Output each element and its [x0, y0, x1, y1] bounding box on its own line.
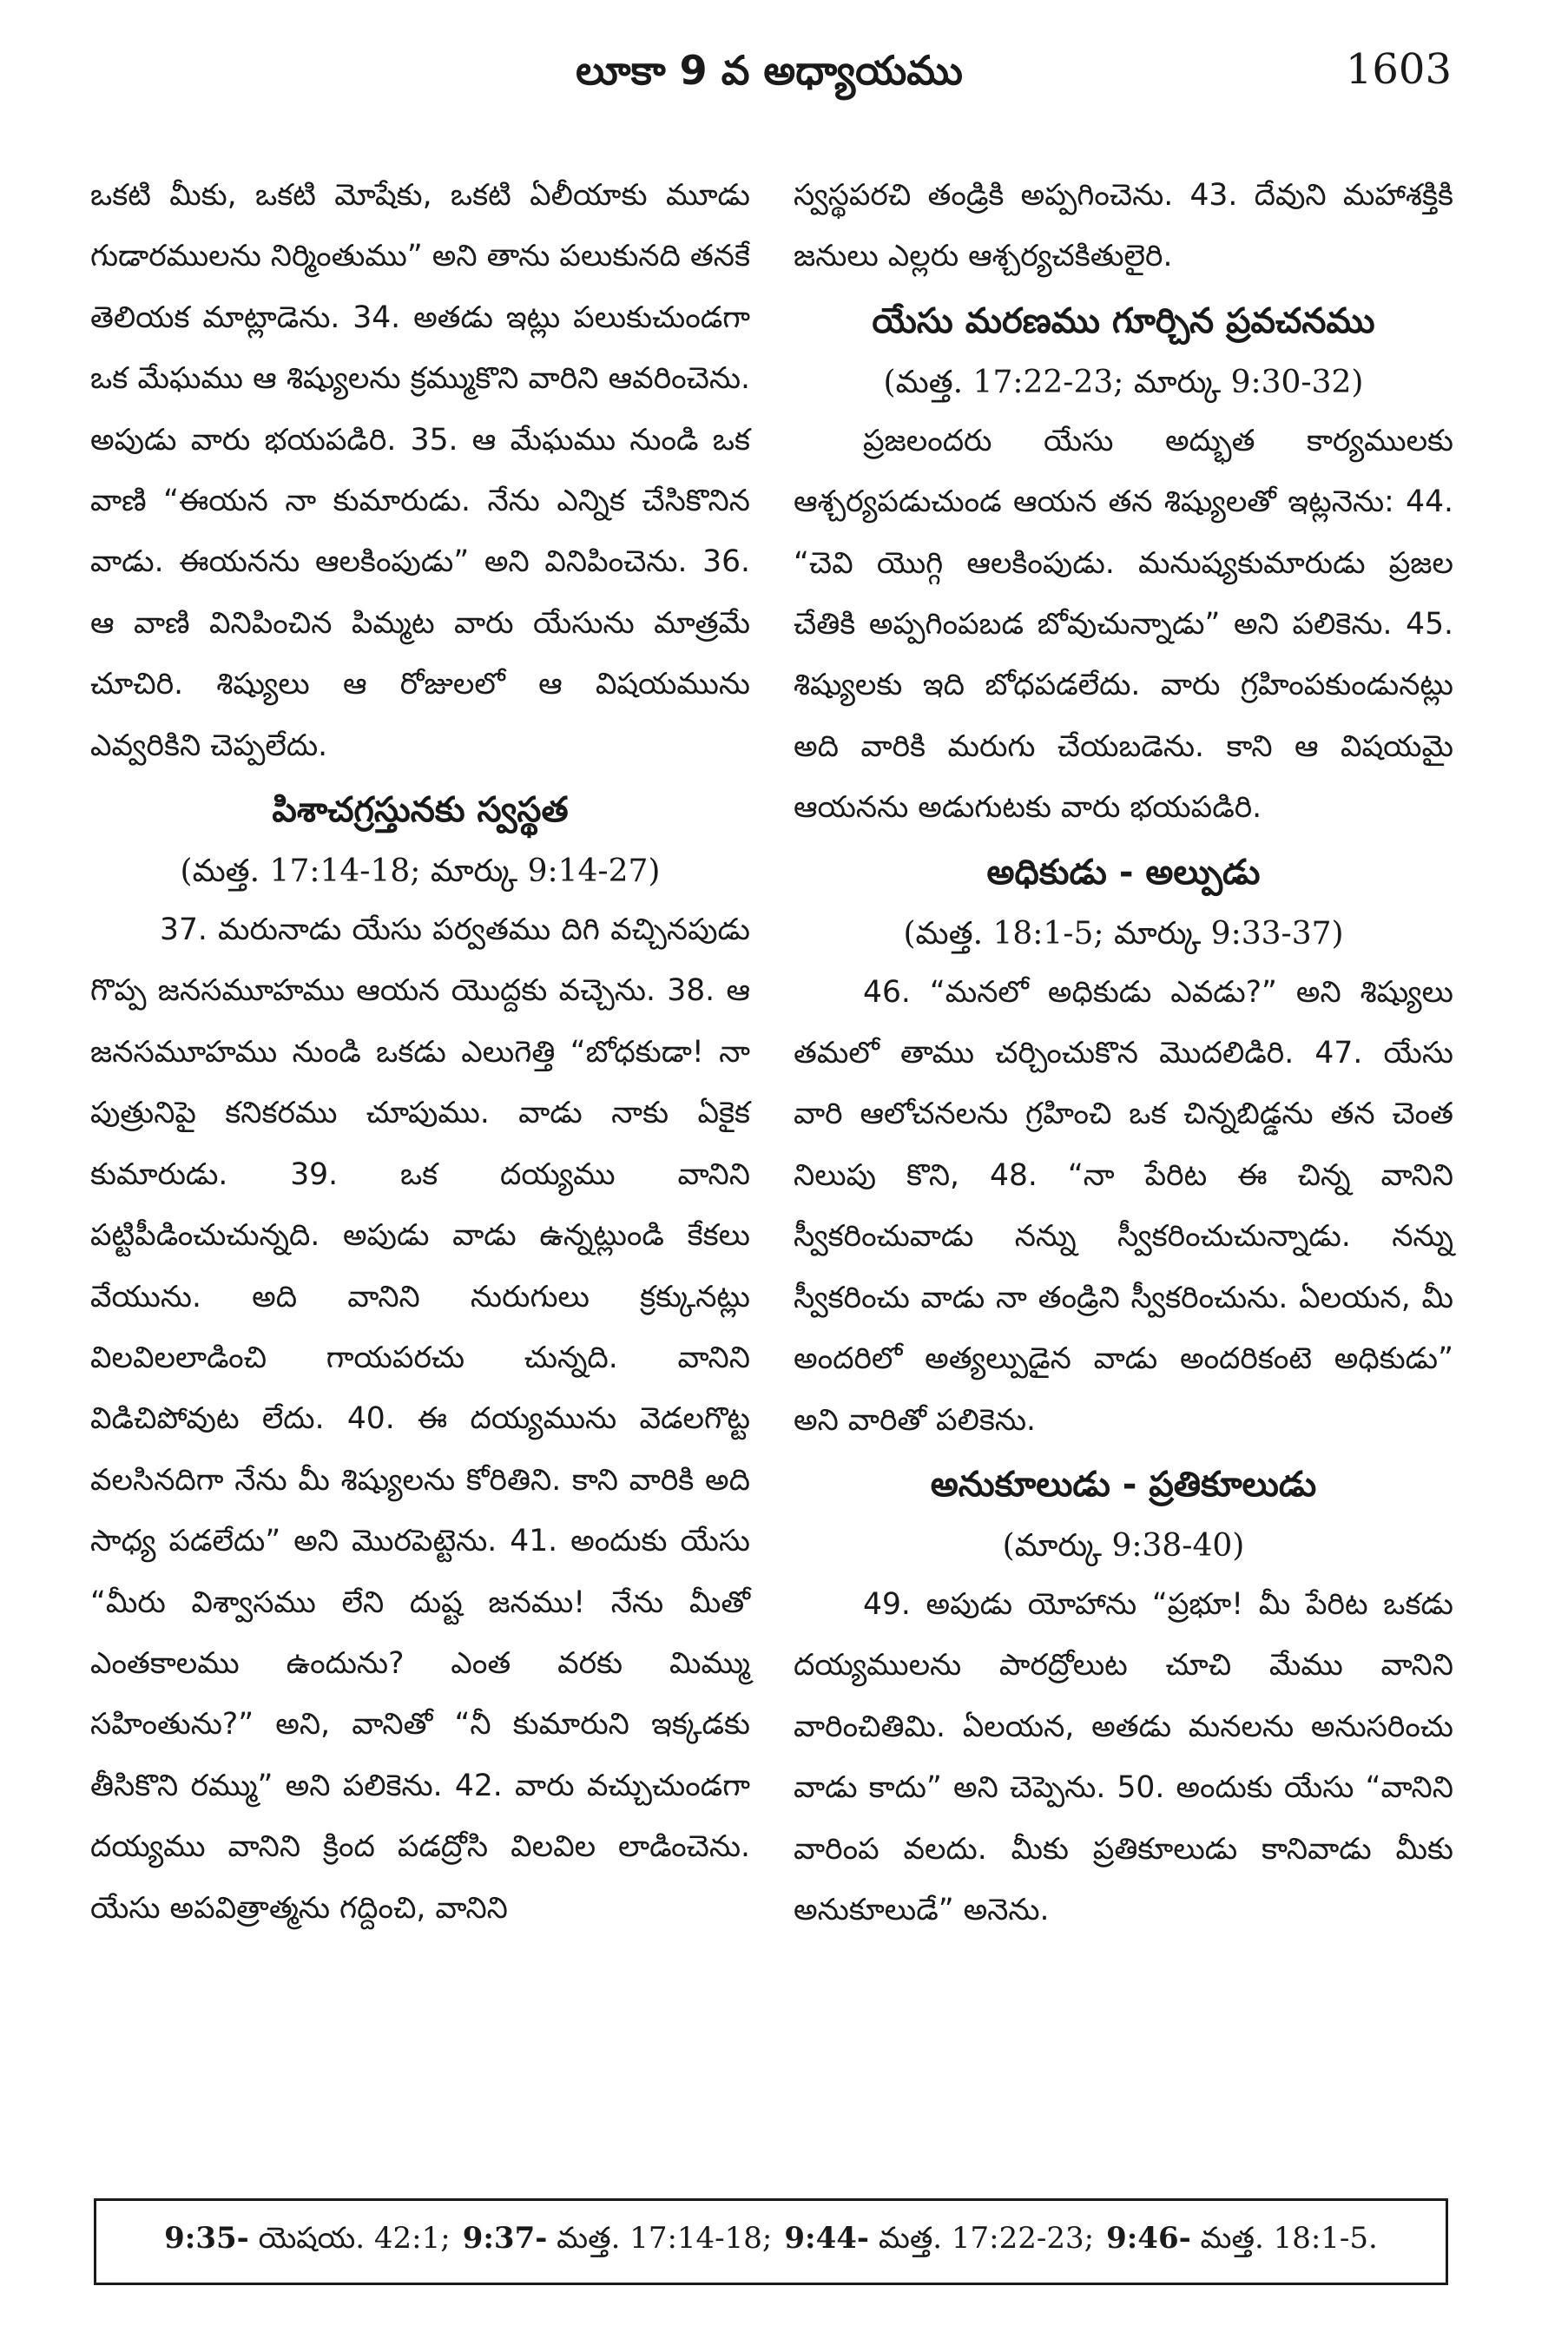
cross-reference: (మార్కు 9:38-40) [1002, 1527, 1245, 1564]
right-column [794, 165, 1453, 1940]
footnote-ref: 9:44- [784, 2221, 870, 2256]
section-heading: యేసు మరణము గూర్చిన ప్రవచనము [872, 300, 1375, 341]
paragraph: ప్రజలందరు యేసు అద్భుత కార్యములకు ఆశ్చర్యపడుచుండ ఆయన తన శిష్యులతో ఇట్లనెను: 44. “చెవి యొగ్గి ఆలకింపుడు. మనుష్యకుమారుడు ప్రజల చేతికి అప్పగింపబడ బోవుచున్నాడు” అని పలికెను. 45. శిష్యులకు ఇది బోధపడలేదు. వారు గ్రహింపకుండునట్లు అది వారికి మరుగు చేయబడెను. కాని ఆ విషయమై ఆయనను అడుగుటకు వారు భయపడిరి. [794, 423, 1453, 826]
footnote-item [164, 2221, 451, 2263]
footnote-item [784, 2221, 1094, 2263]
section-heading: అధికుడు - అల్పుడు [986, 852, 1261, 893]
section-heading: అనుకూలుడు - ప్రతికూలుడు [930, 1464, 1317, 1505]
cross-reference: (మత్త. 18:1-5; మార్కు 9:33-37) [903, 915, 1344, 952]
footnote-ref: 9:37- [462, 2221, 548, 2256]
footnote-text: మత్త. 17:14-18; [557, 2221, 773, 2256]
footnote-box [94, 2198, 1448, 2285]
cross-reference: (మత్త. 17:14-18; మార్కు 9:14-27) [180, 853, 661, 890]
footnote-item [1106, 2221, 1378, 2263]
footnote-text: మత్త. 17:22-23; [878, 2221, 1095, 2256]
paragraph: 37. మరునాడు యేసు పర్వతము దిగి వచ్చినపుడు గొప్ప జనసమూహము ఆయన యొద్దకు వచ్చెను. 38. ఆ జనసమూహము నుండి ఒకడు ఎలుగెత్తి “బోధకుడా! నా పుత్రునిపై కనికరము చూపుము. వాడు నాకు ఏకైక కుమారుడు. 39. ఒక దయ్యము వానిని పట్టిపీడించుచున్నది. అపుడు వాడు ఉన్నట్లుండి కేకలు వేయును. అది వానిని నురుగులు క్రక్కునట్లు విలవిలలాడించి గాయపరచు చున్నది. వానిని విడిచిపోవుట లేదు. 40. ఈ దయ్యమును వెడలగొట్ట వలసినదిగా నేను మీ శిష్యులను కోరితిని. కాని వారికి అది సాధ్య పడలేదు” అని మొరపెట్టెను. 41. అందుకు యేసు “మీరు విశ్వాసము లేని దుష్ట జనము! నేను మీతో ఎంతకాలము ఉందును? ఎంత వరకు మిమ్ము సహింతును?” అని, వానితో “నీ కుమారుని ఇక్కడకు తీసికొని రమ్ము” అని పలికెను. 42. వారు వచ్చుచుండగా దయ్యము వానిని క్రింద పడద్రోసి విలవిల లాడించెను. యేసు అపవిత్రాత్మను గద్దించి, వానిని [90, 912, 750, 1926]
chapter-title: లూకా 9 వ అధ్యాయము [576, 47, 963, 94]
paragraph: 49. అపుడు యోహాను “ప్రభూ! మీ పేరిట ఒకడు దయ్యములను పారద్రోలుట చూచి మేము వానిని వారించితిమి. ఏలయన, అతడు మనలను అనుసరించు వాడు కాదు” అని చెప్పెను. 50. అందుకు యేసు “వానిని వారింప వలదు. మీకు ప్రతికూలుడు కానివాడు మీకు అనుకూలుడే” అనెను. [794, 1586, 1453, 1927]
footnote-ref: 9:46- [1106, 2221, 1191, 2256]
paragraph: స్వస్థపరచి తండ్రికి అప్పగించెను. 43. దేవుని మహాశక్తికి జనులు ఎల్లరు ఆశ్చర్యచకితులైరి. [794, 178, 1453, 274]
footnote-ref: 9:35- [164, 2221, 249, 2256]
footnote-text: యెషయ. 42:1; [258, 2221, 451, 2256]
running-header [87, 43, 1452, 104]
paragraph: 46. “మనలో అధికుడు ఎవడు?” అని శిష్యులు తమలో తాము చర్చించుకొన మొదలిడిరి. 47. యేసు వారి ఆలోచనలను గ్రహించి ఒక చిన్నబిడ్డను తన చెంత నిలుపు కొని, 48. “నా పేరిట ఈ చిన్న వానిని స్వీకరించువాడు నన్ను స్వీకరించుచున్నాడు. నన్ను స్వీకరించు వాడు నా తండ్రిని స్వీకరించును. ఏలయన, మీ అందరిలో అత్యల్పుడైన వాడు అందరికంటె అధికుడు” అని వారితో పలికెను. [794, 974, 1453, 1438]
footnote-item [463, 2221, 773, 2263]
footnote-text: మత్త. 18:1-5. [1200, 2221, 1378, 2256]
section-heading: పిశాచగ్రస్తునకు స్వస్థత [272, 790, 569, 831]
paragraph: ఒకటి మీకు, ఒకటి మోషేకు, ఒకటి ఏలీయాకు మూడు గుడారములను నిర్మింతుము” అని తాను పలుకునది తనకే తెలియక మాట్లాడెను. 34. అతడు ఇట్లు పలుకుచుండగా ఒక మేఘము ఆ శిష్యులను క్రమ్ముకొని వారిని ఆవరించెను. అపుడు వారు భయపడిరి. 35. ఆ మేఘము నుండి ఒక వాణి “ఈయన నా కుమారుడు. నేను ఎన్నిక చేసికొనిన వాడు. ఈయనను ఆలకింపుడు” అని వినిపించెను. 36. ఆ వాణి వినిపించిన పిమ్మట వారు యేసును మాత్రమే చూచిరి. శిష్యులు ఆ రోజులలో ఆ విషయమును ఎవ్వరికిని చెప్పలేదు. [90, 178, 750, 763]
cross-reference: (మత్త. 17:22-23; మార్కు 9:30-32) [883, 364, 1364, 400]
page-number: 1603 [1345, 45, 1452, 94]
left-column [90, 165, 750, 1939]
